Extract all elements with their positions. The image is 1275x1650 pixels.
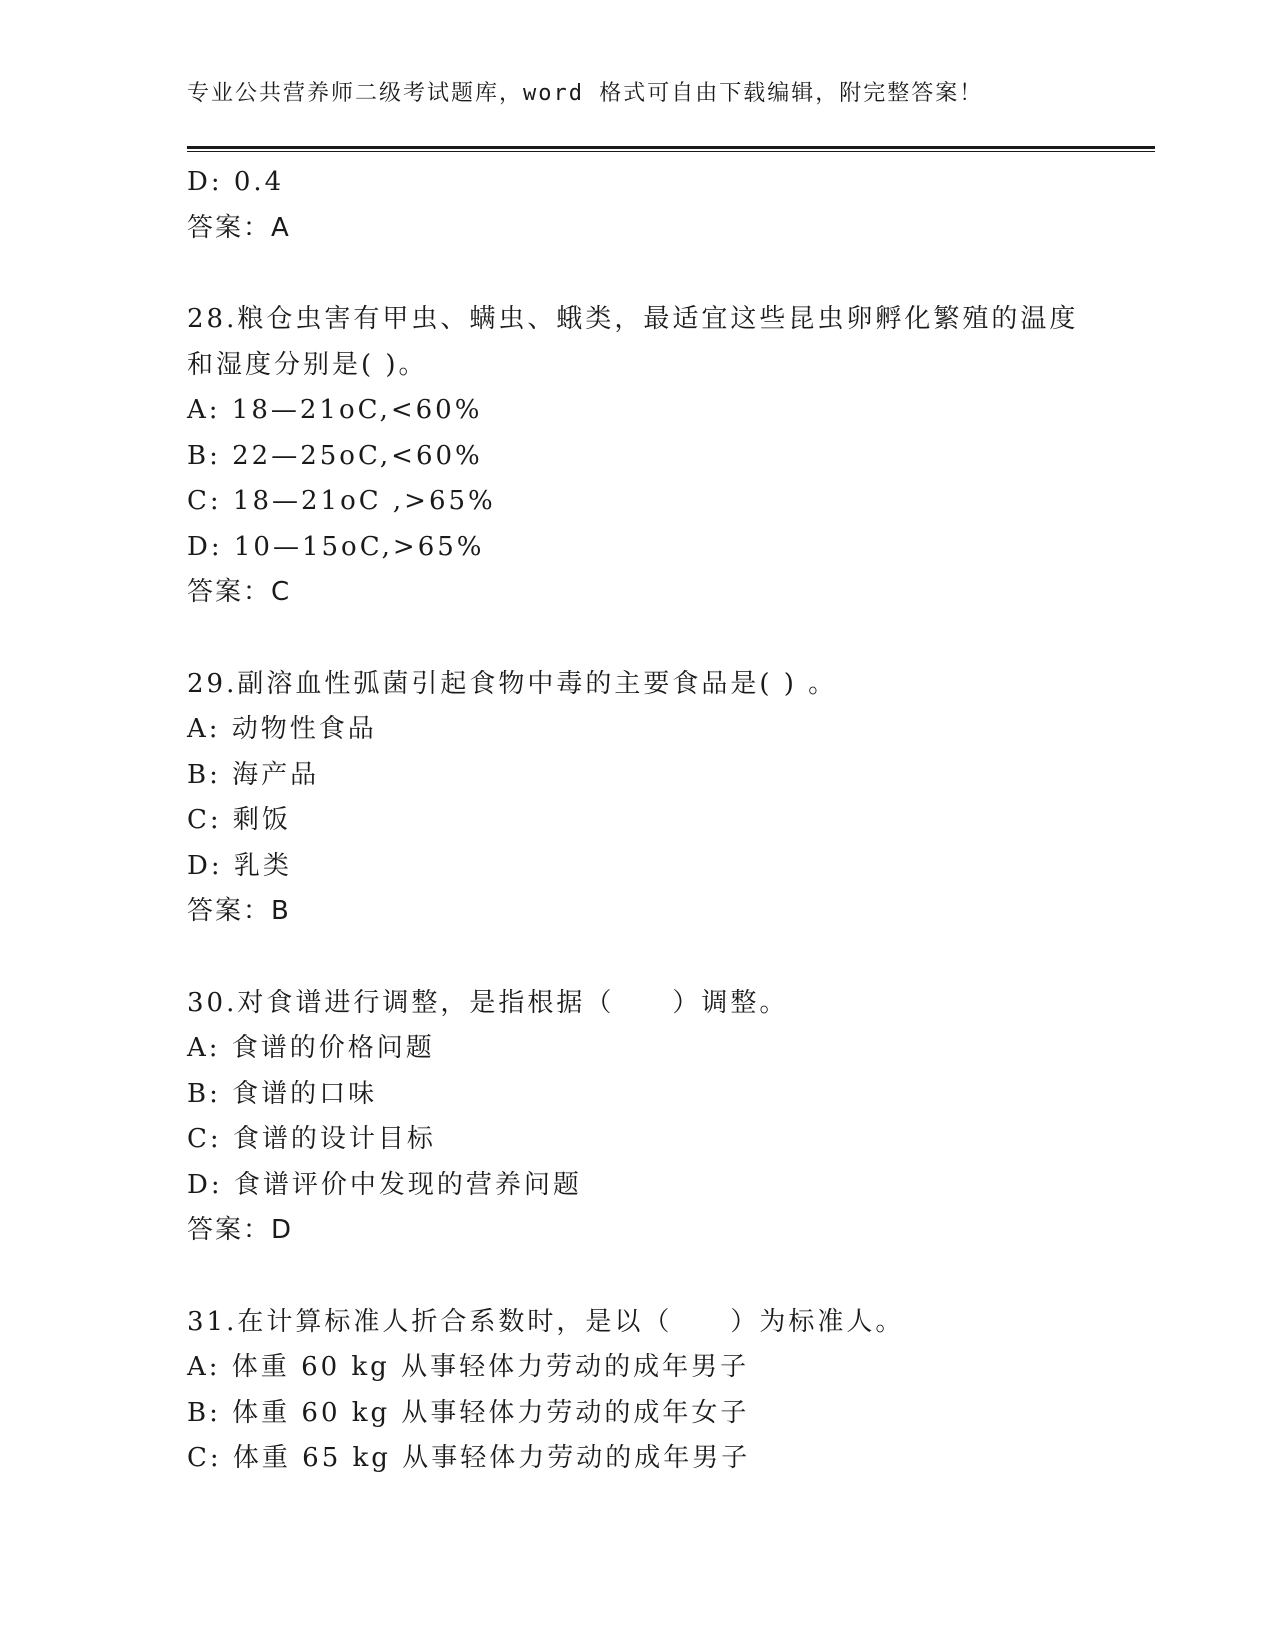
question-stem: 28.粮仓虫害有甲虫、螨虫、蛾类，最适宜这些昆虫卵孵化繁殖的温度: [187, 304, 1079, 334]
answer: 答案：C: [187, 577, 292, 607]
option-a: A: 食谱的价格问题: [187, 1033, 435, 1063]
option-c: C: 18—21oC ,>65%: [187, 486, 496, 516]
spacer: [187, 935, 1087, 981]
answer: 答案：B: [187, 896, 291, 926]
spacer: [187, 616, 1087, 662]
option-d: D: 食谱评价中发现的营养问题: [187, 1169, 582, 1200]
option-a: A: 体重 60 kg 从事轻体力劳动的成年男子: [187, 1352, 750, 1382]
option-d: D: 乳类: [187, 850, 292, 881]
option-a: A: 动物性食品: [187, 714, 377, 744]
option-d: D: 10—15oC,>65%: [187, 531, 485, 562]
option-b: B: 22—25oC,<60%: [187, 440, 483, 471]
option-c: C: 剩饭: [187, 805, 291, 835]
question-stem: 29.副溶血性弧菌引起食物中毒的主要食品是( ) 。: [187, 668, 838, 699]
header-rule-thin: [187, 151, 1155, 152]
option-c: C: 食谱的设计目标: [187, 1124, 436, 1154]
spacer: [187, 251, 1087, 297]
option-a: A: 18—21oC,<60%: [187, 395, 483, 425]
question-stem: 31.在计算标准人折合系数时，是以（ ）为标准人。: [187, 1306, 905, 1337]
option-d: D: 0.4: [187, 167, 285, 197]
option-b: B: 海产品: [187, 759, 320, 790]
option-b: B: 食谱的口味: [187, 1078, 378, 1109]
page-header: 专业公共营养师二级考试题库，word 格式可自由下载编辑，附完整答案！: [187, 81, 984, 106]
question-stem: 30.对食谱进行调整，是指根据（ ）调整。: [187, 987, 789, 1018]
option-c: C: 体重 65 kg 从事轻体力劳动的成年男子: [187, 1443, 751, 1473]
document-body: [187, 160, 1087, 1482]
question-stem: 和湿度分别是( )。: [187, 349, 428, 380]
answer: 答案：D: [187, 1215, 294, 1245]
option-b: B: 体重 60 kg 从事轻体力劳动的成年女子: [187, 1397, 750, 1428]
spacer: [187, 1254, 1087, 1300]
header-rule-thick: [187, 146, 1155, 149]
answer: 答案：A: [187, 212, 291, 243]
